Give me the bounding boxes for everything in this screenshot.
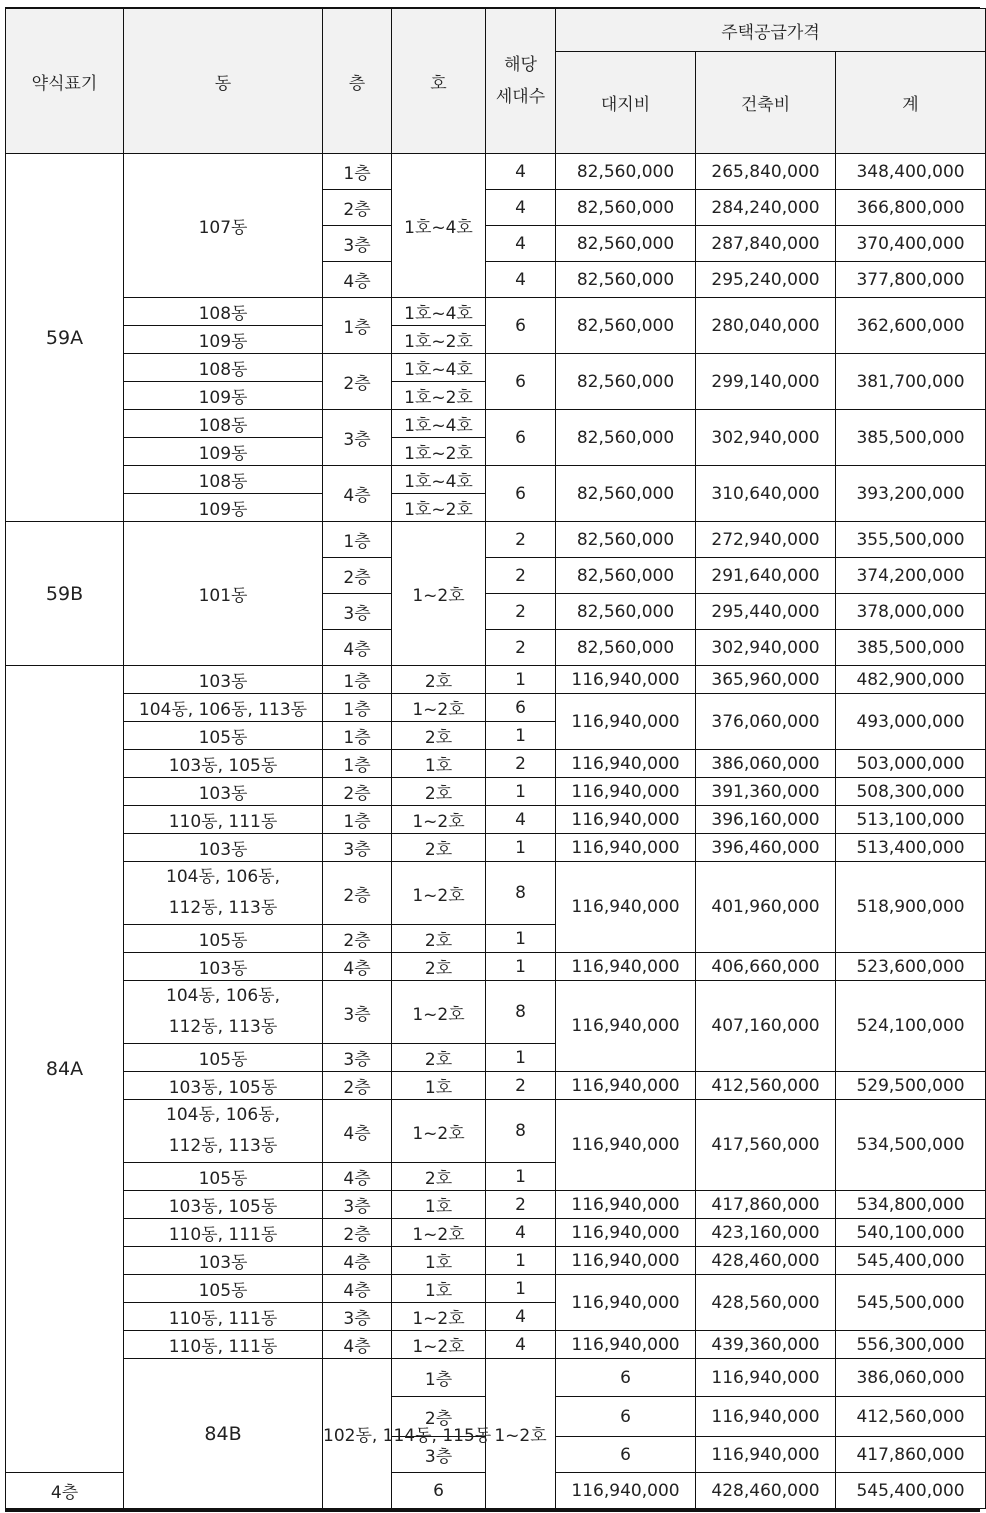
land-cost-cell: 116,940,000 [556, 778, 696, 806]
table-row [6, 354, 986, 382]
table-row [6, 1247, 986, 1275]
households-cell: 1 [486, 666, 556, 694]
dong-cell: 105동 [124, 722, 323, 750]
land-cost-cell: 116,940,000 [556, 1219, 696, 1247]
unit-cell: 1~2호 [392, 1331, 486, 1359]
floor-cell: 1층 [323, 750, 392, 778]
building-cost-cell: 287,840,000 [696, 226, 836, 262]
building-cost-cell: 284,240,000 [696, 190, 836, 226]
unit-cell: 1~2호 [392, 806, 486, 834]
land-cost-cell: 116,940,000 [556, 694, 696, 750]
dong-cell: 110동, 111동 [124, 806, 323, 834]
total-cell: 385,500,000 [836, 410, 986, 466]
total-cell: 534,800,000 [836, 1191, 986, 1219]
floor-cell: 2층 [323, 778, 392, 806]
total-cell: 540,100,000 [836, 1219, 986, 1247]
households-cell: 1 [486, 1275, 556, 1303]
table-row [6, 298, 986, 326]
land-cost-cell: 116,940,000 [556, 1100, 696, 1191]
households-cell: 8 [486, 862, 556, 925]
building-cost-cell: 417,860,000 [836, 1437, 986, 1473]
table-row [6, 834, 986, 862]
unit-cell: 2호 [392, 666, 486, 694]
total-cell: 355,500,000 [836, 522, 986, 558]
total-cell: 534,500,000 [836, 1100, 986, 1191]
table-row [6, 410, 986, 438]
header-households: 해당 세대수 [486, 9, 556, 154]
land-cost-cell: 116,940,000 [556, 750, 696, 778]
floor-cell: 3층 [323, 594, 392, 630]
floor-cell: 3층 [323, 226, 392, 262]
unit-cell: 1~2호 [392, 981, 486, 1044]
total-cell: 362,600,000 [836, 298, 986, 354]
table-row [6, 1275, 986, 1303]
unit-cell: 1~2호 [486, 1359, 556, 1509]
households-cell: 4 [486, 154, 556, 190]
unit-cell: 1호~2호 [392, 438, 486, 466]
dong-cell: 109동 [124, 382, 323, 410]
unit-cell: 1호~4호 [392, 410, 486, 438]
building-cost-cell: 428,460,000 [696, 1473, 836, 1509]
type-cell: 59A [6, 154, 124, 522]
total-cell: 503,000,000 [836, 750, 986, 778]
floor-cell: 2층 [323, 925, 392, 953]
table-row [6, 522, 986, 558]
households-cell: 2 [486, 594, 556, 630]
total-cell: 370,400,000 [836, 226, 986, 262]
total-cell: 523,600,000 [836, 953, 986, 981]
households-cell: 6 [392, 1473, 486, 1509]
unit-cell: 1~2호 [392, 1219, 486, 1247]
building-cost-cell: 265,840,000 [696, 154, 836, 190]
header-total: 계 [836, 52, 986, 154]
households-cell: 1 [486, 1163, 556, 1191]
households-cell: 2 [486, 522, 556, 558]
floor-cell: 4층 [323, 1100, 392, 1163]
total-cell: 513,400,000 [836, 834, 986, 862]
dong-cell: 105동 [124, 1275, 323, 1303]
floor-cell: 2층 [392, 1397, 486, 1437]
dong-cell: 108동 [124, 298, 323, 326]
header-dong: 동 [124, 9, 323, 154]
total-cell: 385,500,000 [836, 630, 986, 666]
households-cell: 6 [486, 410, 556, 466]
building-cost-cell: 280,040,000 [696, 298, 836, 354]
floor-cell: 1층 [323, 806, 392, 834]
floor-cell: 4층 [323, 630, 392, 666]
households-cell: 2 [486, 630, 556, 666]
dong-cell: 108동 [124, 354, 323, 382]
land-cost-cell: 116,940,000 [696, 1397, 836, 1437]
dong-cell: 108동 [124, 410, 323, 438]
total-cell: 529,500,000 [836, 1072, 986, 1100]
floor-cell: 4층 [323, 466, 392, 522]
land-cost-cell: 116,940,000 [556, 981, 696, 1072]
dong-cell: 103동 [124, 834, 323, 862]
table-row [6, 466, 986, 494]
building-cost-cell: 302,940,000 [696, 410, 836, 466]
land-cost-cell: 116,940,000 [556, 953, 696, 981]
table-row [6, 1100, 986, 1163]
building-cost-cell: 386,060,000 [696, 750, 836, 778]
building-cost-cell: 439,360,000 [696, 1331, 836, 1359]
land-cost-cell: 82,560,000 [556, 354, 696, 410]
total-cell: 518,900,000 [836, 862, 986, 953]
land-cost-cell: 116,940,000 [556, 1275, 696, 1331]
land-cost-cell: 82,560,000 [556, 410, 696, 466]
households-cell: 4 [486, 226, 556, 262]
unit-cell: 1~2호 [392, 1100, 486, 1163]
unit-cell: 1~2호 [392, 694, 486, 722]
building-cost-cell: 302,940,000 [696, 630, 836, 666]
dong-cell: 103동, 105동 [124, 750, 323, 778]
bottom-rule [5, 1509, 980, 1512]
unit-cell: 2호 [392, 778, 486, 806]
households-cell: 4 [486, 190, 556, 226]
table-row [6, 1331, 986, 1359]
households-cell: 1 [486, 778, 556, 806]
unit-cell: 1호~2호 [392, 382, 486, 410]
households-cell: 6 [556, 1359, 696, 1397]
building-cost-cell: 428,560,000 [696, 1275, 836, 1331]
households-cell: 1 [486, 722, 556, 750]
unit-cell: 1호 [392, 1247, 486, 1275]
households-cell: 1 [486, 1247, 556, 1275]
building-cost-cell: 417,560,000 [696, 1100, 836, 1191]
table-row [6, 862, 986, 925]
header-building-cost: 건축비 [696, 52, 836, 154]
building-cost-cell: 365,960,000 [696, 666, 836, 694]
building-cost-cell: 401,960,000 [696, 862, 836, 953]
unit-cell: 1호 [392, 1275, 486, 1303]
header-type: 약식표기 [6, 9, 124, 154]
table-row [6, 154, 986, 190]
header-floor: 층 [323, 9, 392, 154]
households-cell: 6 [486, 694, 556, 722]
type-cell: 59B [6, 522, 124, 666]
floor-cell: 1층 [323, 522, 392, 558]
households-cell: 8 [486, 1100, 556, 1163]
floor-cell: 1층 [323, 722, 392, 750]
total-cell: 381,700,000 [836, 354, 986, 410]
households-cell: 1 [486, 834, 556, 862]
dong-cell: 105동 [124, 1044, 323, 1072]
households-cell: 1 [486, 953, 556, 981]
unit-cell: 2호 [392, 834, 486, 862]
total-cell: 513,100,000 [836, 806, 986, 834]
table-row [6, 1191, 986, 1219]
dong-cell: 107동 [124, 154, 323, 298]
floor-cell: 2층 [323, 190, 392, 226]
table-row [6, 778, 986, 806]
dong-cell: 105동 [124, 925, 323, 953]
floor-cell: 4층 [323, 1247, 392, 1275]
floor-cell: 2층 [323, 862, 392, 925]
dong-cell: 101동 [124, 522, 323, 666]
floor-cell: 3층 [323, 1303, 392, 1331]
table-row [6, 666, 986, 694]
households-cell: 6 [556, 1397, 696, 1437]
building-cost-cell: 310,640,000 [696, 466, 836, 522]
dong-cell: 103동, 105동 [124, 1072, 323, 1100]
header-unit: 호 [392, 9, 486, 154]
land-cost-cell: 116,940,000 [696, 1359, 836, 1397]
floor-cell: 1층 [392, 1359, 486, 1397]
dong-cell: 103동 [124, 1247, 323, 1275]
land-cost-cell: 116,940,000 [556, 666, 696, 694]
dong-cell: 109동 [124, 494, 323, 522]
unit-cell: 1호 [392, 1072, 486, 1100]
floor-cell: 3층 [323, 1044, 392, 1072]
households-cell: 6 [486, 466, 556, 522]
land-cost-cell: 82,560,000 [556, 630, 696, 666]
households-cell: 2 [486, 558, 556, 594]
floor-cell: 4층 [323, 1163, 392, 1191]
land-cost-cell: 116,940,000 [556, 1072, 696, 1100]
dong-cell: 110동, 111동 [124, 1331, 323, 1359]
unit-cell: 1호~2호 [392, 326, 486, 354]
building-cost-cell: 396,460,000 [696, 834, 836, 862]
building-cost-cell: 428,460,000 [696, 1247, 836, 1275]
land-cost-cell: 82,560,000 [556, 226, 696, 262]
land-cost-cell: 116,940,000 [556, 862, 696, 953]
total-cell: 482,900,000 [836, 666, 986, 694]
households-cell: 4 [486, 1331, 556, 1359]
floor-cell: 3층 [323, 981, 392, 1044]
building-cost-cell: 391,360,000 [696, 778, 836, 806]
building-cost-cell: 386,060,000 [836, 1359, 986, 1397]
unit-cell: 2호 [392, 722, 486, 750]
unit-cell: 1호~4호 [392, 354, 486, 382]
building-cost-cell: 295,440,000 [696, 594, 836, 630]
total-cell: 556,300,000 [836, 1331, 986, 1359]
land-cost-cell: 116,940,000 [556, 1191, 696, 1219]
type-cell: 84B [124, 1359, 323, 1509]
unit-cell: 1호~2호 [392, 494, 486, 522]
building-cost-cell: 412,560,000 [836, 1397, 986, 1437]
dong-cell: 110동, 111동 [124, 1303, 323, 1331]
households-cell: 2 [486, 1072, 556, 1100]
unit-cell: 1호 [392, 750, 486, 778]
floor-cell: 3층 [323, 834, 392, 862]
floor-cell: 2층 [323, 354, 392, 410]
table-row [6, 1219, 986, 1247]
floor-cell: 3층 [323, 1191, 392, 1219]
building-cost-cell: 417,860,000 [696, 1191, 836, 1219]
land-cost-cell: 82,560,000 [556, 466, 696, 522]
land-cost-cell: 116,940,000 [556, 834, 696, 862]
building-cost-cell: 406,660,000 [696, 953, 836, 981]
households-cell: 4 [486, 806, 556, 834]
land-cost-cell: 82,560,000 [556, 154, 696, 190]
floor-cell: 1층 [323, 298, 392, 354]
land-cost-cell: 82,560,000 [556, 298, 696, 354]
unit-cell: 1호~4호 [392, 154, 486, 298]
land-cost-cell: 82,560,000 [556, 262, 696, 298]
floor-cell: 1층 [323, 666, 392, 694]
total-cell: 374,200,000 [836, 558, 986, 594]
header-land-cost: 대지비 [556, 52, 696, 154]
households-cell: 2 [486, 750, 556, 778]
table-row [6, 806, 986, 834]
households-cell: 4 [486, 1219, 556, 1247]
building-cost-cell: 299,140,000 [696, 354, 836, 410]
dong-cell: 103동, 105동 [124, 1191, 323, 1219]
floor-cell: 1층 [323, 694, 392, 722]
households-cell: 6 [556, 1437, 696, 1473]
dong-cell: 105동 [124, 1163, 323, 1191]
households-cell: 6 [486, 298, 556, 354]
total-cell: 378,000,000 [836, 594, 986, 630]
land-cost-cell: 116,940,000 [696, 1437, 836, 1473]
land-cost-cell: 82,560,000 [556, 190, 696, 226]
building-cost-cell: 396,160,000 [696, 806, 836, 834]
table-row [6, 750, 986, 778]
land-cost-cell: 82,560,000 [556, 594, 696, 630]
land-cost-cell: 116,940,000 [556, 1247, 696, 1275]
total-cell: 545,400,000 [836, 1473, 986, 1509]
dong-cell: 103동 [124, 666, 323, 694]
total-cell: 377,800,000 [836, 262, 986, 298]
dong-cell: 103동 [124, 778, 323, 806]
floor-cell: 4층 [323, 1331, 392, 1359]
households-cell: 1 [486, 1044, 556, 1072]
land-cost-cell: 82,560,000 [556, 522, 696, 558]
households-cell: 2 [486, 1191, 556, 1219]
type-cell: 84A [6, 666, 124, 1473]
total-cell: 366,800,000 [836, 190, 986, 226]
floor-cell: 3층 [323, 410, 392, 466]
floor-cell: 2층 [323, 1219, 392, 1247]
land-cost-cell: 116,940,000 [556, 1331, 696, 1359]
total-cell: 545,500,000 [836, 1275, 986, 1331]
floor-cell: 2층 [323, 558, 392, 594]
floor-cell: 4층 [323, 1275, 392, 1303]
header-price-group: 주택공급가격 [556, 9, 986, 52]
building-cost-cell: 407,160,000 [696, 981, 836, 1072]
dong-cell: 104동, 106동, 113동 [124, 694, 323, 722]
unit-cell: 1호 [392, 1191, 486, 1219]
dong-cell: 110동, 111동 [124, 1219, 323, 1247]
households-cell: 4 [486, 262, 556, 298]
unit-cell: 1호~4호 [392, 298, 486, 326]
building-cost-cell: 376,060,000 [696, 694, 836, 750]
table-row [6, 953, 986, 981]
households-cell: 6 [486, 354, 556, 410]
floor-cell: 4층 [6, 1473, 124, 1509]
table-row [6, 694, 986, 722]
unit-cell: 2호 [392, 1044, 486, 1072]
total-cell: 545,400,000 [836, 1247, 986, 1275]
total-cell: 393,200,000 [836, 466, 986, 522]
dong-cell: 108동 [124, 466, 323, 494]
total-cell: 508,300,000 [836, 778, 986, 806]
dong-cell: 103동 [124, 953, 323, 981]
housing-supply-price-table [5, 8, 986, 1509]
unit-cell: 1~2호 [392, 862, 486, 925]
table-row [6, 981, 986, 1044]
unit-cell: 2호 [392, 925, 486, 953]
floor-cell: 2층 [323, 1072, 392, 1100]
building-cost-cell: 272,940,000 [696, 522, 836, 558]
land-cost-cell: 116,940,000 [556, 806, 696, 834]
building-cost-cell: 423,160,000 [696, 1219, 836, 1247]
floor-cell: 1층 [323, 154, 392, 190]
table-row [6, 1359, 986, 1397]
dong-cell: 104동, 106동, 112동, 113동 [124, 1100, 323, 1163]
land-cost-cell: 82,560,000 [556, 558, 696, 594]
building-cost-cell: 412,560,000 [696, 1072, 836, 1100]
floor-cell: 3층 [392, 1437, 486, 1473]
table-row [6, 1072, 986, 1100]
dong-cell: 102동, 114동, 115동 [323, 1359, 392, 1509]
land-cost-cell: 116,940,000 [556, 1473, 696, 1509]
dong-cell: 109동 [124, 326, 323, 354]
total-cell: 524,100,000 [836, 981, 986, 1072]
total-cell: 493,000,000 [836, 694, 986, 750]
households-cell: 4 [486, 1303, 556, 1331]
households-cell: 8 [486, 981, 556, 1044]
floor-cell: 4층 [323, 953, 392, 981]
households-cell: 1 [486, 925, 556, 953]
unit-cell: 1~2호 [392, 1303, 486, 1331]
floor-cell: 4층 [323, 262, 392, 298]
dong-cell: 104동, 106동, 112동, 113동 [124, 981, 323, 1044]
unit-cell: 2호 [392, 1163, 486, 1191]
building-cost-cell: 291,640,000 [696, 558, 836, 594]
dong-cell: 109동 [124, 438, 323, 466]
unit-cell: 1호~4호 [392, 466, 486, 494]
dong-cell: 104동, 106동, 112동, 113동 [124, 862, 323, 925]
total-cell: 348,400,000 [836, 154, 986, 190]
unit-cell: 2호 [392, 953, 486, 981]
unit-cell: 1~2호 [392, 522, 486, 666]
building-cost-cell: 295,240,000 [696, 262, 836, 298]
